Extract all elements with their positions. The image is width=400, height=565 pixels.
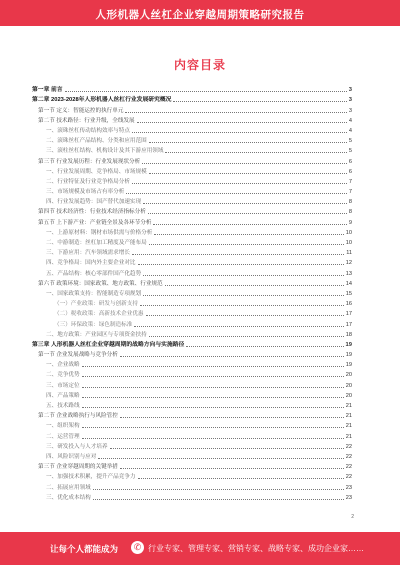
toc-entry[interactable] [32, 390, 352, 400]
toc-entry-text: 二、中游制造：丝杠加工精度及产能布局 [46, 240, 147, 246]
toc-entry-page: 10 [345, 229, 352, 236]
dot-leader [126, 193, 347, 194]
toc-entry-page: 7 [348, 189, 352, 196]
toc-entry-page: 14 [345, 280, 352, 287]
dot-leader [173, 101, 346, 102]
toc-entry-text: 三、市场定位 [46, 382, 80, 389]
dot-leader [82, 376, 344, 377]
dot-leader [134, 326, 343, 327]
toc-entry-text: 一、加强技术积累，提升产品竞争力 [46, 474, 136, 481]
toc-entry[interactable] [32, 318, 352, 328]
dot-leader [110, 448, 344, 449]
toc-entry-page: 17 [345, 321, 352, 328]
toc-entry[interactable] [32, 227, 352, 237]
dot-leader [120, 356, 344, 357]
toc-entry[interactable] [32, 349, 352, 359]
toc-entry[interactable] [32, 94, 352, 104]
toc-entry-page: 5 [348, 148, 352, 155]
toc-entry-page: 8 [348, 209, 352, 216]
toc-entry[interactable] [32, 298, 352, 308]
dot-leader [186, 346, 343, 347]
dot-leader [138, 478, 344, 479]
report-title: 人形机器人丝杠企业穿越周期策略研究报告 [95, 9, 305, 21]
toc-entry-page: 9 [348, 219, 352, 226]
toc-entry-page: 11 [346, 250, 352, 257]
toc-entry[interactable] [32, 441, 352, 451]
toc-entry-page: 4 [348, 127, 352, 134]
toc-entry-text: 第六节 政策环境：国家政策、地方政策、行业规范 [38, 280, 163, 287]
dot-leader [82, 407, 344, 408]
toc-entry[interactable] [32, 247, 352, 257]
toc-entry-page: 19 [345, 352, 352, 359]
dot-leader [82, 438, 344, 439]
toc-entry-text: 一、行业发展周期、竞争格局、市场规模 [46, 168, 147, 175]
toc-entry-page: 12 [345, 260, 352, 267]
toc-entry-text: 二、行业特征及行业竞争格局分析 [46, 178, 130, 185]
toc-entry-page: 8 [348, 199, 352, 206]
toc-entry-text: （一）产业政策：研发与创新支持 [54, 301, 138, 308]
footer-slogan: 让每个人都能成为 [50, 544, 119, 554]
toc-heading: 内容目录 [173, 58, 226, 72]
toc-entry-page: 15 [345, 290, 352, 297]
dot-leader [82, 427, 344, 428]
toc-entry-text: 二、运营管理 [46, 433, 80, 440]
toc-entry[interactable] [32, 339, 352, 349]
toc-entry-text: 二、地方政策：产业园区与专项资金扶持 [46, 331, 147, 338]
dot-leader [153, 224, 346, 225]
toc-entry[interactable] [32, 400, 352, 410]
toc-entry[interactable] [32, 145, 352, 155]
dot-leader [93, 489, 344, 490]
dot-leader [98, 458, 343, 459]
toc-entry-page: 21 [345, 433, 352, 440]
toc-entry-text: 第一节 定义：智能运控的执行单元 [38, 107, 124, 114]
table-of-contents [32, 84, 352, 502]
toc-entry-page: 19 [345, 362, 352, 369]
toc-entry-page: 17 [345, 311, 352, 318]
dot-leader [82, 387, 344, 388]
toc-entry[interactable] [32, 84, 352, 94]
dot-leader [143, 295, 344, 296]
toc-entry-page: 20 [345, 372, 352, 379]
toc-entry[interactable] [32, 155, 352, 165]
toc-entry[interactable] [32, 288, 352, 298]
dot-leader [149, 336, 344, 337]
dot-leader [148, 213, 347, 214]
toc-entry-text: 第五节 上下游产业：产业链全景及各环节分析 [38, 219, 152, 226]
dot-leader [154, 234, 343, 235]
dot-leader [149, 142, 347, 143]
dot-leader [149, 173, 347, 174]
toc-entry-text: 第四节 技术经济性：行业技术经济指标分析 [38, 209, 146, 216]
toc-entry-page: 21 [345, 423, 352, 430]
toc-entry[interactable] [32, 369, 352, 379]
toc-entry-text: 一、国家政策支持：智能制造专项规划 [46, 290, 142, 297]
toc-entry-page: 7 [348, 178, 352, 185]
toc-entry-page: 21 [345, 413, 352, 420]
toc-entry-page: 20 [345, 392, 352, 399]
toc-entry[interactable] [32, 166, 352, 176]
dot-leader [132, 254, 344, 255]
toc-entry-page: 3 [348, 97, 352, 104]
toc-entry-text: 四、产品策略 [46, 392, 80, 399]
toc-entry-text: 三、滚柱丝杠结构、机构设计及其下游应用领域 [46, 148, 164, 155]
toc-entry-text: 第二章 2023-2028年人形机器人丝杠行业发展研究概况 [32, 97, 172, 104]
toc-entry[interactable] [32, 176, 352, 186]
dot-leader [93, 499, 344, 500]
toc-entry-page: 13 [345, 270, 352, 277]
toc-entry-page: 20 [345, 382, 352, 389]
toc-entry[interactable] [32, 196, 352, 206]
toc-entry-text: （二）税收政策：高新技术企业优惠 [54, 311, 144, 318]
toc-entry[interactable] [32, 359, 352, 369]
toc-entry[interactable] [32, 451, 352, 461]
toc-entry-text: 一、企业战略 [46, 362, 80, 369]
toc-entry[interactable] [32, 278, 352, 288]
toc-entry[interactable] [32, 471, 352, 481]
dot-leader [132, 132, 347, 133]
toc-entry-text: 四、风险识别与应对 [46, 453, 97, 460]
toc-entry-text: 四、竞争格局：国内外主要企业对比 [46, 260, 136, 267]
toc-entry-text: 第三节 行业发展历程：行业发展现状分析 [38, 158, 141, 165]
toc-entry[interactable] [32, 115, 352, 125]
toc-entry-text: 三、优化成本结构 [46, 494, 91, 501]
dot-leader [82, 366, 344, 367]
toc-entry-text: 第三章 人形机器人丝杠企业穿越周期的战略方向与实施路径 [32, 341, 185, 348]
toc-entry-text: 第三节 企业穿越周期的关键举措 [38, 464, 118, 471]
toc-entry-page: 23 [345, 484, 352, 491]
toc-entry[interactable] [32, 267, 352, 277]
toc-entry-text: 二、滚珠丝杠产品结构、分类和应用范围 [46, 138, 147, 145]
toc-entry[interactable] [32, 379, 352, 389]
toc-entry[interactable] [32, 308, 352, 318]
toc-entry-page: 4 [348, 117, 352, 124]
toc-entry-text: （三）环保政策：绿色制造标准 [54, 321, 133, 328]
dot-leader [82, 397, 344, 398]
footer-bar [0, 532, 400, 565]
toc-entry-text: 二、竞争优势 [46, 372, 80, 379]
footer-roles: 行业专家、管理专家、营销专家、战略专家、成功企业家…… [148, 544, 364, 553]
toc-entry-page: 18 [345, 331, 352, 338]
toc-entry-text: 一、滚珠丝杠传动结构效率与特点 [46, 127, 130, 134]
toc-entry[interactable] [32, 216, 352, 226]
toc-entry[interactable] [32, 257, 352, 267]
toc-entry[interactable] [32, 420, 352, 430]
dot-leader [165, 285, 344, 286]
toc-entry-text: 第一节 企业发展战略与竞争分析 [38, 352, 118, 359]
toc-entry[interactable] [32, 430, 352, 440]
toc-entry-page: 6 [348, 168, 352, 175]
toc-entry-page: 22 [345, 464, 352, 471]
dot-leader [143, 275, 344, 276]
dot-leader [165, 152, 346, 153]
dot-leader [149, 244, 344, 245]
toc-entry-text: 第二节 技术路径：行业升级，全线发展 [38, 117, 135, 124]
toc-entry[interactable] [32, 104, 352, 114]
toc-entry-page: 3 [348, 87, 352, 94]
toc-entry-page: 22 [345, 443, 352, 450]
toc-entry-text: 四、行业发展趋势：国产替代加速实现 [46, 199, 142, 206]
header-bar [0, 0, 400, 26]
dot-leader [125, 112, 346, 113]
toc-entry-text: 三、研发投入与人才培养 [46, 443, 108, 450]
toc-entry-text: 五、技术路线 [46, 403, 80, 409]
toc-entry-page: 21 [345, 403, 352, 409]
dot-leader [132, 183, 347, 184]
toc-entry-text: 三、下游应用：汽车领域需求增长 [46, 250, 130, 257]
dot-leader [143, 203, 347, 204]
toc-entry-page: 16 [345, 301, 352, 308]
toc-entry[interactable] [32, 237, 352, 247]
toc-entry-text: 三、市场规模及市场占有率分析 [46, 189, 125, 196]
toc-entry[interactable] [32, 206, 352, 216]
toc-entry[interactable] [32, 492, 352, 502]
toc-entry[interactable] [32, 125, 352, 135]
toc-entry[interactable] [32, 461, 352, 471]
toc-entry-page: 19 [345, 341, 352, 348]
toc-entry-page: 22 [345, 474, 352, 481]
toc-entry[interactable] [32, 410, 352, 420]
page-number: 2 [351, 514, 354, 520]
toc-entry-page: 5 [348, 138, 352, 145]
dot-leader [120, 417, 344, 418]
toc-entry[interactable] [32, 481, 352, 491]
toc-entry-text: 第一章 前言 [32, 87, 63, 94]
toc-entry-page: 23 [345, 494, 352, 501]
dot-leader [142, 163, 347, 164]
dot-leader [120, 468, 344, 469]
dot-leader [138, 264, 344, 265]
toc-entry-text: 五、产品结构：核心零部件国产化趋势 [46, 270, 142, 277]
toc-entry-page: 22 [345, 453, 352, 460]
toc-entry[interactable] [32, 186, 352, 196]
dot-leader [140, 305, 344, 306]
toc-entry-text: 一、上游原材料：钢材市场供需与价格分析 [46, 229, 153, 236]
dot-leader [146, 315, 344, 316]
toc-entry-page: 10 [345, 240, 352, 246]
toc-entry[interactable] [32, 329, 352, 339]
dot-leader [65, 91, 347, 92]
toc-entry-page: 3 [348, 107, 352, 114]
toc-entry-text: 第二节 企业战略执行与风险管控 [38, 413, 118, 420]
toc-entry-text: 一、组织架构 [46, 423, 80, 430]
toc-entry-page: 6 [348, 158, 352, 165]
chat-bubble-icon: ✆ [131, 541, 144, 554]
dot-leader [137, 122, 347, 123]
toc-entry-text: 二、拓展应用领域 [46, 484, 91, 491]
toc-entry[interactable] [32, 135, 352, 145]
